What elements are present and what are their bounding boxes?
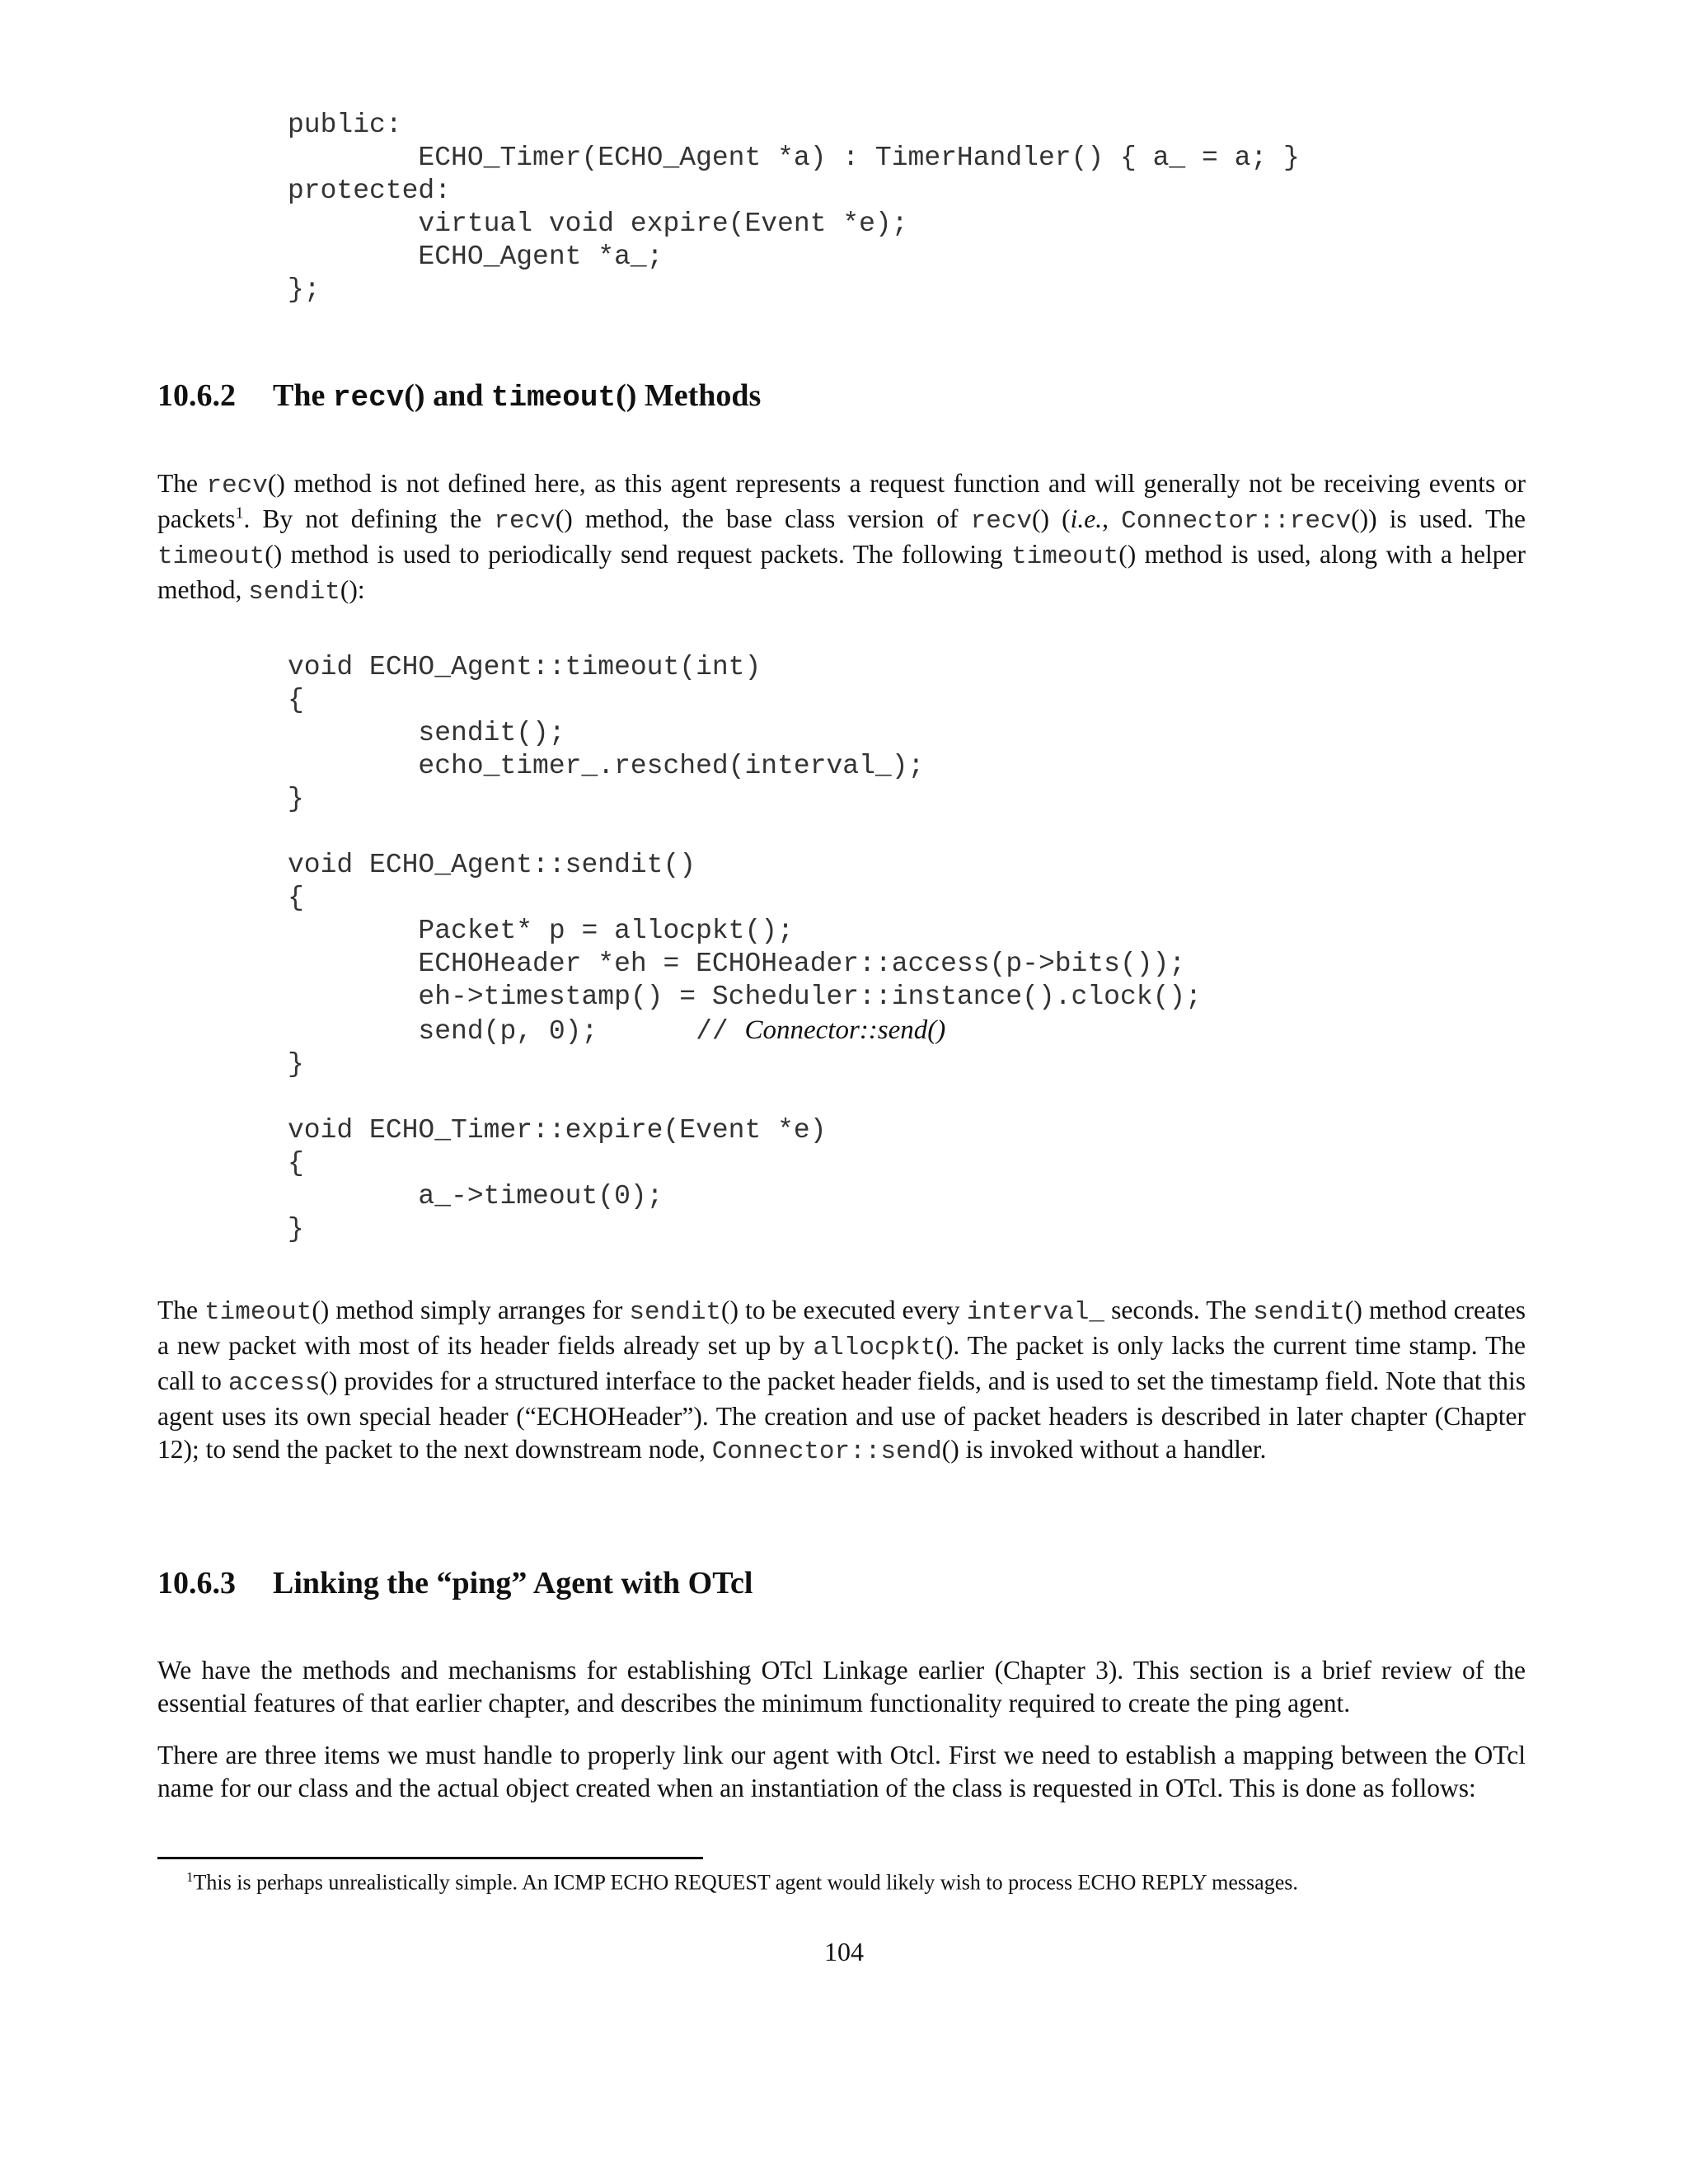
code-line: sendit(); — [288, 718, 565, 748]
inline-code: recv — [970, 507, 1033, 536]
code-line: { — [288, 1148, 304, 1179]
inline-code: Connector::send — [711, 1437, 942, 1466]
text: ()) is used. The — [1351, 504, 1526, 533]
section-number: 10.6.2 — [157, 378, 236, 413]
inline-code: sendit — [629, 1298, 722, 1327]
text: The — [157, 469, 207, 498]
inline-code: access — [227, 1369, 321, 1398]
text: () is invoked without a handler. — [941, 1435, 1267, 1464]
heading-code: timeout — [490, 381, 617, 415]
heading-text: () and — [404, 378, 484, 413]
code-block-timeout-sendit-expire — [288, 651, 1202, 1246]
code-line: ECHO_Timer(ECHO_Agent *a) : TimerHandler() { a_ = a; } — [288, 143, 1300, 173]
text: () to be executed every — [721, 1296, 967, 1324]
page-number: 104 — [824, 1937, 864, 1966]
code-line: } — [288, 784, 304, 814]
heading-text: Linking the “ping” Agent with OTcl — [273, 1566, 753, 1601]
text: seconds. The — [1104, 1296, 1254, 1324]
text: () method is used to periodically send request packets. The following — [265, 540, 1012, 569]
code-line: { — [288, 685, 304, 715]
inline-code: recv — [206, 471, 268, 500]
code-line: a_->timeout(0); — [288, 1181, 663, 1212]
footnote-text: This is perhaps unrealistically simple. An ICMP ECHO REQUEST agent would likely wish to process ECHO REPLY messages. — [193, 1870, 1298, 1895]
section-heading-10-6-2 — [157, 377, 761, 417]
text: () method simply arranges for — [312, 1296, 630, 1324]
heading-text: () Methods — [616, 378, 762, 413]
code-line: ECHOHeader *eh = ECHOHeader::access(p->bits()); — [288, 949, 1186, 979]
heading-code: recv — [332, 381, 405, 415]
text: () method, the base class version of — [555, 504, 971, 533]
text: () method creates a new packet with most of its header fields already set up by — [157, 1296, 1526, 1360]
section-number: 10.6.3 — [157, 1566, 236, 1601]
inline-code: interval_ — [966, 1298, 1105, 1327]
paragraph-three-items: There are three items we must handle to properly link our agent with Otcl. First we need to establish a mapping between the OTcl name for our class and the actual object created when an instantiation of the class is requested in OTcl. This is done as follows: — [157, 1741, 1526, 1802]
code-line: send(p, 0); // — [288, 1016, 745, 1047]
code-line: void ECHO_Agent::timeout(int) — [288, 652, 762, 682]
code-comment: Connector::send() — [744, 1015, 946, 1045]
code-line: Packet* p = allocpkt(); — [288, 916, 794, 946]
code-line: void ECHO_Timer::expire(Event *e) — [288, 1115, 827, 1146]
inline-code: timeout — [1011, 542, 1119, 571]
paragraph-otcl-linkage: We have the methods and mechanisms for establishing OTcl Linkage earlier (Chapter 3). This section is a brief review of the essential features of that earlier chapter, and describes the minimum functionality required to create the ping agent. — [157, 1656, 1526, 1718]
code-line: echo_timer_.resched(interval_); — [288, 751, 925, 781]
text: . By not defining the — [243, 504, 495, 533]
text: (): — [340, 575, 365, 604]
code-line: } — [288, 1214, 304, 1244]
inline-code: sendit — [1253, 1298, 1345, 1327]
text: () provides for a structured interface to the packet header fields, and is used to set the timestamp field. Note that this agent uses its own special header (“ECHOHeader”). The creation and use of packet headers is described in later chapter (Chapter 12); to send the packet to the next downstream node, — [157, 1366, 1526, 1464]
code-line: protected: — [288, 176, 452, 206]
inline-code: recv — [494, 507, 556, 536]
code-line: { — [288, 883, 304, 913]
inline-code: timeout — [157, 542, 265, 571]
code-line: }; — [288, 274, 321, 305]
text: () method is not defined here, as this agent represents a request function and will generally not be receiving events or packets — [157, 469, 1526, 533]
footnote — [186, 1863, 1298, 1897]
footnote-ref: 1 — [235, 504, 244, 523]
footnote-mark: 1 — [186, 1869, 194, 1885]
text: () method is used, along with a helper method, — [157, 540, 1526, 604]
heading-text: The — [273, 378, 326, 413]
footnote-divider — [157, 1857, 703, 1859]
code-line: void ECHO_Agent::sendit() — [288, 850, 696, 880]
inline-code: timeout — [204, 1298, 312, 1327]
text: , — [1102, 504, 1122, 533]
code-line: ECHO_Agent *a_; — [288, 241, 663, 272]
code-line: virtual void expire(Event *e); — [288, 209, 908, 239]
text: The — [157, 1296, 205, 1324]
inline-code: sendit — [248, 578, 340, 607]
inline-code: allocpkt — [813, 1333, 936, 1362]
text: (). The packet is only lacks the current time stamp. The call to — [157, 1331, 1526, 1395]
text: () ( — [1032, 504, 1071, 533]
section-heading-10-6-3 — [157, 1564, 753, 1602]
code-line: eh->timestamp() = Scheduler::instance().clock(); — [288, 982, 1202, 1012]
paragraph-recv-timeout — [157, 467, 1526, 609]
paragraph-timeout-explanation — [157, 1294, 1526, 1469]
italic-text: i.e. — [1070, 504, 1103, 533]
inline-code: Connector::recv — [1121, 507, 1352, 536]
code-block-echo-timer-class — [288, 109, 1300, 307]
code-line: public: — [288, 110, 402, 140]
code-line: } — [288, 1049, 304, 1080]
